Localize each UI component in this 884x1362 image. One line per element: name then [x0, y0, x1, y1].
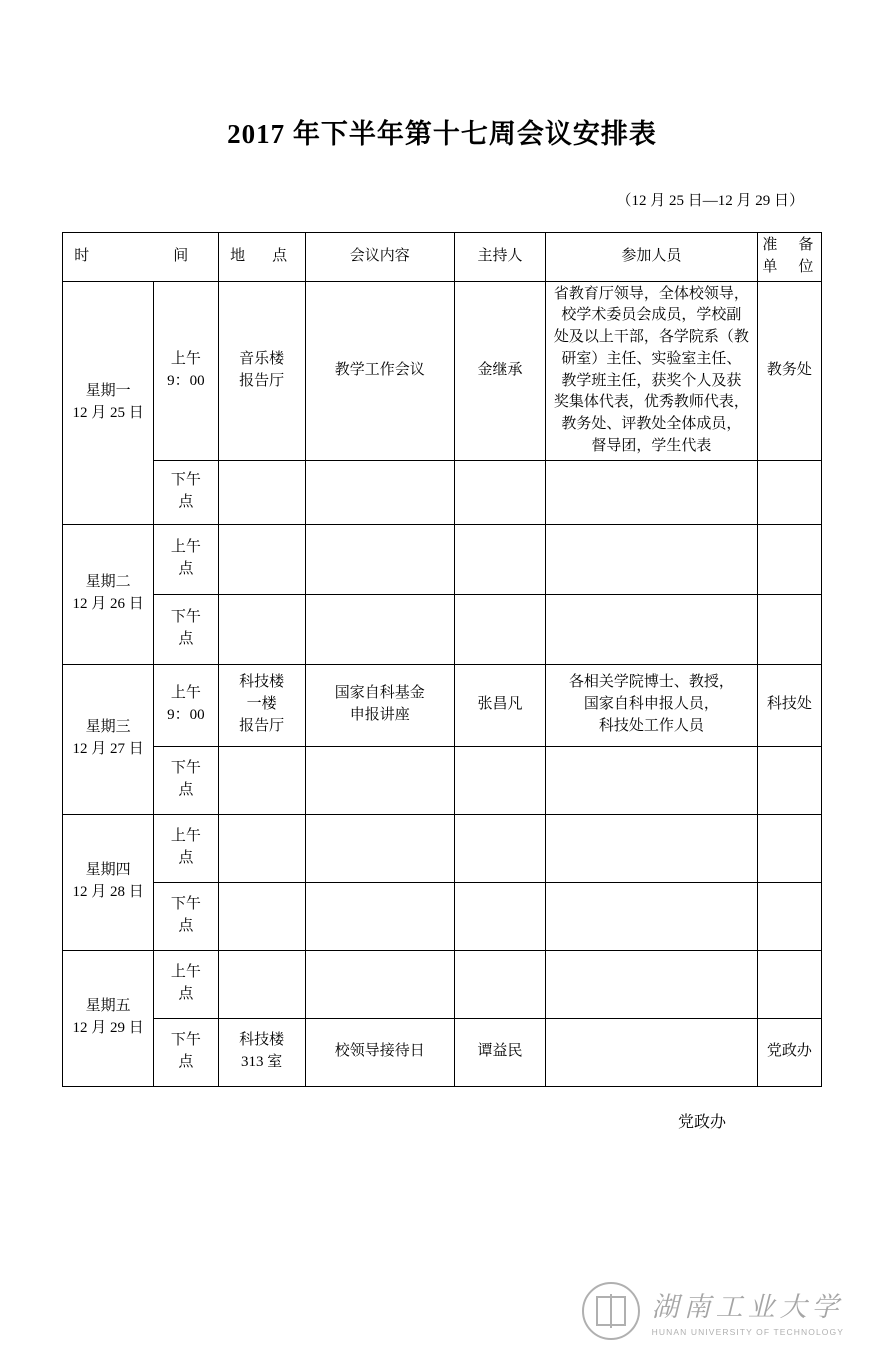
day-weekday: 星期五: [85, 998, 131, 1015]
time-slot-hour: 点: [178, 1054, 194, 1070]
time-slot-cell: [154, 594, 218, 664]
table-row: [63, 594, 822, 664]
prep-unit-cell: 教务处: [757, 281, 821, 460]
day-date: 12 月 28 日: [72, 884, 144, 900]
topic-cell: [305, 950, 454, 1018]
column-header-unit-line2: 单 位: [762, 258, 817, 275]
topic-cell: 国家自科基金 申报讲座: [305, 664, 454, 746]
day-cell: [63, 281, 154, 524]
attendees-cell: [546, 594, 758, 664]
time-slot-hour: 9：00: [167, 707, 205, 723]
time-slot-period: 下午: [170, 760, 201, 777]
university-name-en: HUNAN UNIVERSITY OF TECHNOLOGY: [651, 1327, 844, 1337]
attendees-cell: [546, 882, 758, 950]
day-weekday: 星期三: [85, 719, 131, 736]
topic-cell: [305, 594, 454, 664]
place-cell: [218, 746, 305, 814]
host-cell: [454, 950, 545, 1018]
time-slot-hour: 点: [178, 782, 194, 798]
attendees-cell: [546, 814, 758, 882]
column-header-attendees: 参加人员: [546, 233, 758, 282]
prep-unit-cell: 科技处: [757, 664, 821, 746]
time-slot-hour: 9：00: [167, 372, 205, 389]
time-slot-hour: 点: [178, 494, 194, 510]
day-weekday: 星期二: [85, 574, 131, 591]
time-slot-hour: 点: [178, 631, 194, 647]
time-slot-cell: [154, 281, 218, 460]
time-slot-cell: [154, 814, 218, 882]
time-slot-cell: [154, 524, 218, 594]
prep-unit-cell: [757, 524, 821, 594]
place-cell: [218, 460, 305, 524]
time-slot-cell: [154, 1018, 218, 1086]
attendees-cell: [546, 746, 758, 814]
time-slot-period: 下午: [170, 896, 201, 913]
table-row: [63, 524, 822, 594]
document-page: [0, 112, 884, 1362]
university-seal-icon: [582, 1282, 640, 1340]
host-cell: [454, 594, 545, 664]
attendees-cell: [546, 1018, 758, 1086]
time-slot-hour: 点: [178, 850, 194, 866]
prep-unit-cell: [757, 814, 821, 882]
host-cell: [454, 882, 545, 950]
host-cell: [454, 814, 545, 882]
time-slot-cell: [154, 882, 218, 950]
place-cell: 科技楼 一楼 报告厅: [218, 664, 305, 746]
day-date: 12 月 27 日: [72, 741, 144, 757]
table-row: [63, 814, 822, 882]
time-slot-period: 上午: [170, 539, 201, 556]
place-cell: 科技楼 313 室: [218, 1018, 305, 1086]
column-header-place: 地 点: [218, 233, 305, 282]
time-slot-hour: 点: [178, 986, 194, 1002]
prep-unit-cell: 党政办: [757, 1018, 821, 1086]
day-date: 12 月 26 日: [72, 596, 144, 612]
day-weekday: 星期一: [85, 382, 131, 399]
time-slot-period: 上午: [170, 828, 201, 845]
day-weekday: 星期四: [85, 862, 131, 879]
attendees-cell: 省教育厅领导，全体校领导， 校学术委员会成员，学校副 处及以上干部，各学院系（教 研室）主任、实验室主任、 教学班主任，获奖个人及获 奖集体代表，优秀教师代表， 教务处、评教处全体成员， 督导团，学生代表: [546, 281, 758, 460]
university-watermark: [582, 1282, 844, 1340]
attendees-cell: [546, 950, 758, 1018]
day-cell: [63, 814, 154, 950]
prep-unit-cell: [757, 950, 821, 1018]
column-header-unit: [757, 233, 821, 282]
time-slot-period: 上午: [170, 964, 201, 981]
time-slot-hour: 点: [178, 561, 194, 577]
host-cell: 张昌凡: [454, 664, 545, 746]
time-slot-hour: 点: [178, 918, 194, 934]
attendees-cell: [546, 524, 758, 594]
time-slot-period: 上午: [170, 685, 201, 702]
date-range: （12 月 25 日—12 月 29 日）: [616, 193, 804, 209]
time-slot-cell: [154, 746, 218, 814]
time-slot-period: 下午: [170, 609, 201, 626]
table-body: [63, 281, 822, 1086]
table-header-row: [63, 233, 822, 282]
topic-cell: [305, 524, 454, 594]
time-slot-period: 下午: [170, 472, 201, 489]
table-row: [63, 882, 822, 950]
table-row: [63, 1018, 822, 1086]
time-slot-period: 下午: [170, 1032, 201, 1049]
prep-unit-cell: [757, 594, 821, 664]
time-slot-cell: [154, 460, 218, 524]
place-cell: [218, 594, 305, 664]
host-cell: [454, 746, 545, 814]
place-cell: 音乐楼 报告厅: [218, 281, 305, 460]
topic-cell: 校领导接待日: [305, 1018, 454, 1086]
attendees-cell: 各相关学院博士、教授， 国家自科申报人员， 科技处工作人员: [546, 664, 758, 746]
column-header-time: 时 间: [63, 233, 219, 282]
table-row: [63, 950, 822, 1018]
university-name-cn: 湖南工业大学: [651, 1292, 844, 1322]
host-cell: 金继承: [454, 281, 545, 460]
place-cell: [218, 524, 305, 594]
table-row: [63, 664, 822, 746]
host-cell: 谭益民: [454, 1018, 545, 1086]
page-title: 2017 年下半年第十七周会议安排表: [227, 119, 657, 149]
place-cell: [218, 882, 305, 950]
day-date: 12 月 29 日: [72, 1020, 144, 1036]
topic-cell: [305, 814, 454, 882]
column-header-unit-line1: 准 备: [762, 237, 817, 253]
meeting-schedule-table: [62, 232, 822, 1087]
place-cell: [218, 814, 305, 882]
table-row: [63, 746, 822, 814]
column-header-host: 主持人: [454, 233, 545, 282]
time-slot-cell: [154, 950, 218, 1018]
signature: 党政办: [677, 1113, 726, 1131]
time-slot-period: 上午: [170, 350, 201, 367]
topic-cell: [305, 460, 454, 524]
column-header-topic: 会议内容: [305, 233, 454, 282]
host-cell: [454, 460, 545, 524]
table-row: [63, 460, 822, 524]
day-cell: [63, 664, 154, 814]
table-row: [63, 281, 822, 460]
topic-cell: [305, 746, 454, 814]
topic-cell: [305, 882, 454, 950]
host-cell: [454, 524, 545, 594]
prep-unit-cell: [757, 746, 821, 814]
attendees-cell: [546, 460, 758, 524]
day-date: 12 月 25 日: [72, 404, 144, 421]
prep-unit-cell: [757, 882, 821, 950]
place-cell: [218, 950, 305, 1018]
time-slot-cell: [154, 664, 218, 746]
day-cell: [63, 524, 154, 664]
day-cell: [63, 950, 154, 1086]
topic-cell: 教学工作会议: [305, 281, 454, 460]
prep-unit-cell: [757, 460, 821, 524]
